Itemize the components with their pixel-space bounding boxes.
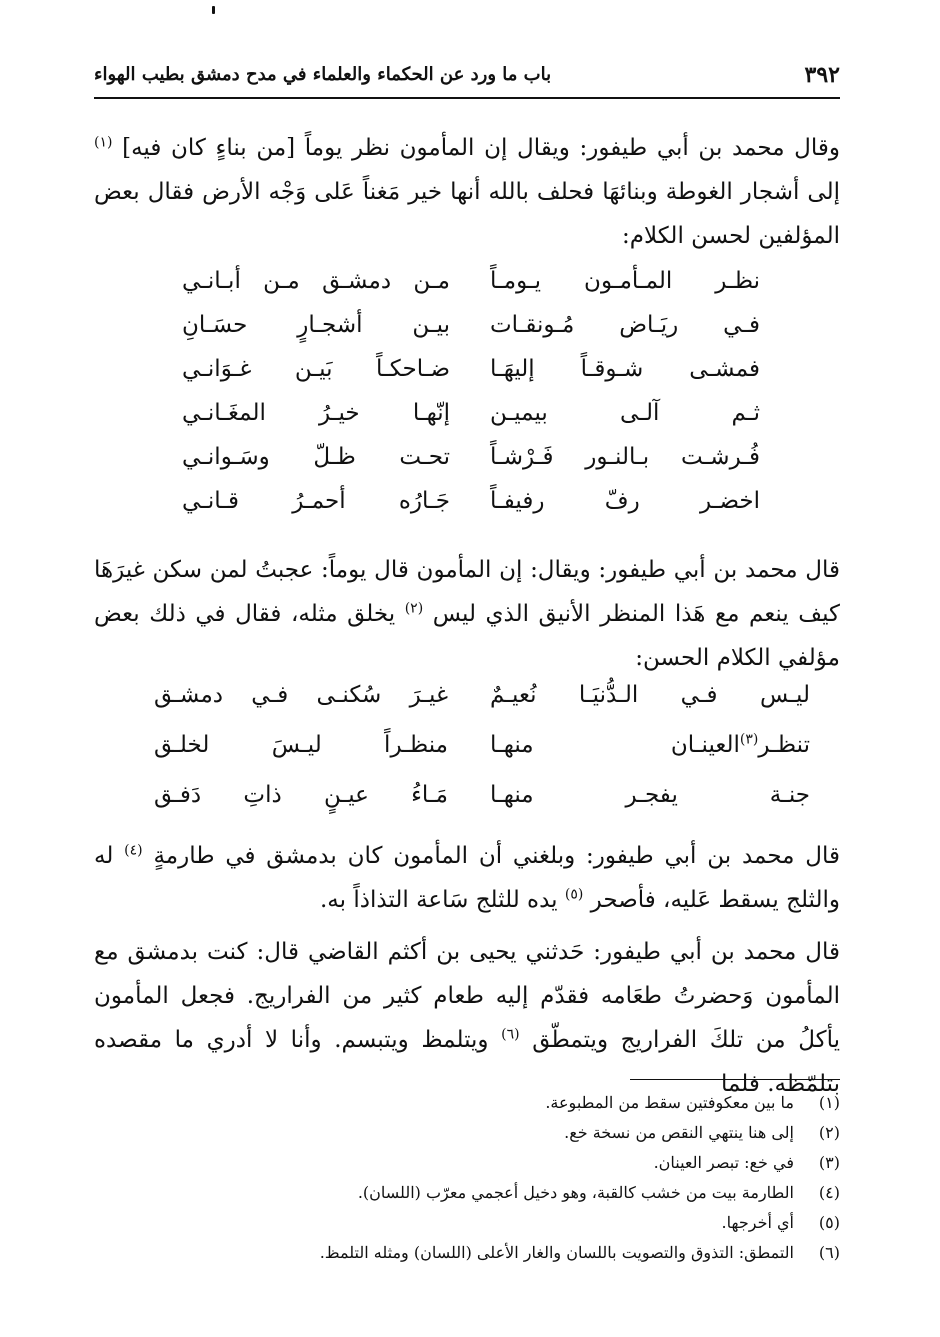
first-hemistich: ثـم آلـى بيميـن: [490, 400, 760, 426]
second-hemistich: بيـن أشجـارٍ حسَـانِ: [182, 312, 450, 338]
second-hemistich: تحـت ظـلّ وسَـوانـي: [182, 444, 450, 470]
footnote-text: أي أخرجها.: [721, 1213, 794, 1232]
verse: [94, 782, 840, 832]
footnote-ref: (١): [94, 134, 113, 151]
footnote-text: التمطق: التذوق والتصويت باللسان والغار الأعلى (اللسان) ومثله التلمظ.: [319, 1243, 794, 1262]
first-hemistich: جنـة يفجـر منهـا: [490, 782, 810, 808]
first-hemistich: [490, 732, 810, 758]
ink-speck: [212, 6, 215, 14]
paragraph-text: يخلق مثله، فقال في ذلك بعض مؤلفي الكلام الحسن:: [94, 601, 840, 671]
second-hemistich: مَـاءُ عيـنٍ ذاتِ دَفـق: [154, 782, 448, 808]
footnote-ref: (٢): [404, 600, 424, 617]
footnote-number: (١): [818, 1093, 840, 1112]
footnote-number: (٤): [818, 1183, 840, 1202]
verse: [94, 444, 840, 488]
second-hemistich: منظـراً ليـسَ لخلـق: [154, 732, 448, 758]
verse: [94, 312, 840, 356]
hemistich-text: تنظـر: [758, 732, 810, 758]
paragraph-text: وقال محمد بن أبي طيفور: ويقال إن المأمون نظر يوماً [من بناءٍ كان فيه]: [122, 135, 841, 161]
first-hemistich: فـي ريَـاض مُـونقـات: [490, 312, 760, 338]
second-hemistich: إنّهـا خيـرُ المغَـانـي: [182, 400, 450, 426]
paragraph-text: إلى أشجار الغوطة وبنائهَا فحلف بالله أنها خير مَغناً عَلى وَجْه الأرض فقال بعض المؤلفين لحسن الكلام:: [94, 179, 840, 249]
footnote: [94, 1088, 840, 1118]
paragraph-text: ويتلمظ ويتبسم. وأنا لا أدري ما مقصده بتلمّظه. فلما: [94, 1027, 840, 1097]
first-hemistich: فُـرشـت بـالنـور فَـرْشـاً: [490, 444, 760, 470]
footnote-text: ما بين معكوفتين سقط من المطبوعة.: [545, 1093, 794, 1112]
first-hemistich: فمشـى شـوقـاً إليهَـا: [490, 356, 760, 382]
paragraph-2: [94, 548, 840, 680]
footnote-text: في خع: تبصر العينان.: [653, 1153, 794, 1172]
paragraph-1: [94, 126, 840, 258]
footnote: [94, 1208, 840, 1238]
footnote: [94, 1178, 840, 1208]
footnote-number: (٥): [818, 1213, 840, 1232]
paragraph-text: يده للثلج سَاعة التذاذاً به.: [319, 887, 558, 913]
running-title: باب ما ورد عن الحكماء والعلماء في مدح دمشق بطيب الهواء: [94, 64, 552, 85]
paragraph-text: قال محمد بن أبي طيفور: ويقال: إن المأمون قال يوماً: عجبتُ لمن سكن غيرَهَا كيف ينعم مع هَذا المنظر الأنيق الذي ليس: [94, 557, 841, 627]
footnote-number: (٦): [818, 1243, 840, 1262]
verse: [94, 400, 840, 444]
footnote-ref: (٤): [124, 842, 143, 859]
verse: [94, 488, 840, 532]
first-hemistich: اخضـر رفّ رفيفـاً: [490, 488, 760, 514]
footnote-text: الطارمة بيت من خشب كالقبة، وهو دخيل أعجمي معرّب (اللسان).: [357, 1183, 794, 1202]
hemistich-text: العينـان منهـا: [490, 732, 740, 758]
paragraph-text: له والثلج يسقط عَليه، فأصحر: [94, 843, 840, 913]
paragraph-text: قال محمد بن أبي طيفور: وبلغني أن المأمون كان بدمشق في طارمةٍ: [153, 843, 841, 869]
second-hemistich: غيـرَ سُكنـى فـي دمشـق: [154, 682, 448, 708]
footnotes: [94, 1088, 840, 1268]
verse: [94, 682, 840, 732]
first-hemistich: ليـس فـي الـدُّنيَـا نُعيـمٌ: [490, 682, 810, 708]
second-hemistich: جَـارُه أحمـرُ قـانـي: [182, 488, 450, 514]
footnote: [94, 1238, 840, 1268]
page-number: ٣٩٢: [804, 62, 840, 88]
verse: [94, 732, 840, 782]
footnote-number: (٣): [818, 1153, 840, 1172]
footnote-ref: (٥): [564, 886, 584, 903]
page-header: [94, 62, 840, 92]
footnote-number: (٢): [818, 1123, 840, 1142]
second-hemistich: ضـاحكـاً بَيـن غـوَانـي: [182, 356, 450, 382]
footnote-rule: [630, 1079, 840, 1080]
first-hemistich: نظـر المـأمـون يـومـاً: [490, 268, 760, 294]
paragraph-text: قال محمد بن أبي طيفور: حَدثني يحيى بن أكثم القاضي قال: كنت بدمشق مع المأمون وَحضرتُ طعَامه فقدّم إليه طعام كثير من الفراريج. فجعل المأمون يأكلُ من تلكَ الفراريج ويتمطّق: [94, 939, 841, 1053]
verse: [94, 356, 840, 400]
second-hemistich: مـن دمشـق مـن أبـانـي: [182, 268, 450, 294]
poem-2: [94, 682, 840, 832]
verse: [94, 268, 840, 312]
header-rule: [94, 97, 840, 99]
footnote-ref: (٦): [501, 1026, 520, 1043]
footnote: [94, 1118, 840, 1148]
paragraph-3: [94, 834, 840, 922]
poem-1: [94, 268, 840, 532]
footnote: [94, 1148, 840, 1178]
footnote-ref: (٣): [739, 731, 759, 748]
footnote-text: إلى هنا ينتهي النقص من نسخة خع.: [564, 1123, 794, 1142]
